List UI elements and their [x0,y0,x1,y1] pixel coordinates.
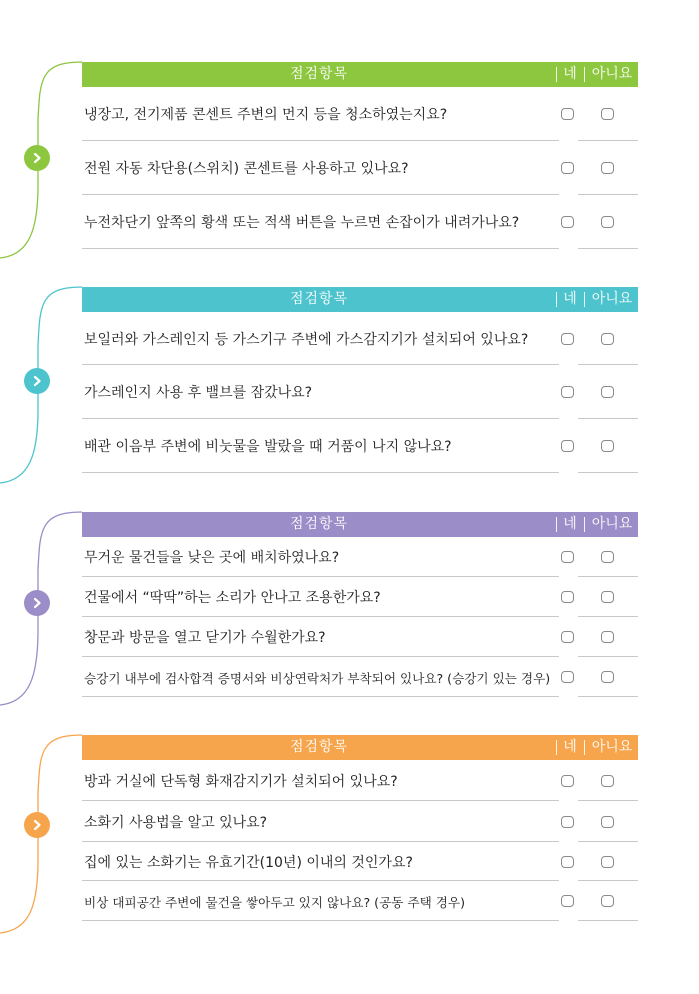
header-no-label: 아니요 [591,516,633,532]
checklist-header [82,735,638,760]
question-text: 집에 있는 소화기는 유효기간(10년) 이내의 것인가요? [84,854,413,871]
question-text: 승강기 내부에 검사합격 증명서와 비상연락처가 부착되어 있나요? (승강기 있는 경우) [84,670,551,686]
header-yes-label: 네 [563,66,577,82]
row-divider [578,920,638,921]
header-divider [556,740,557,755]
yes-checkbox[interactable] [561,816,574,828]
header-yes-label: 네 [563,291,577,307]
question-text: 소화기 사용법을 알고 있나요? [84,814,268,831]
question-text: 건물에서 “딱딱”하는 소리가 안나고 조용한가요? [84,590,381,606]
header-title: 점검항목 [289,739,349,755]
checklist-row [82,881,638,921]
header-yes-label: 네 [563,739,577,755]
no-checkbox[interactable] [601,816,614,828]
header-no-label: 아니요 [591,66,633,82]
no-checkbox[interactable] [601,856,614,868]
yes-checkbox[interactable] [561,856,574,868]
question-text: 배관 이음부 주변에 비눗물을 발랐을 때 거품이 나지 않나요? [84,439,452,455]
question-text: 창문과 방문을 열고 닫기가 수월한가요? [84,630,326,646]
no-checkbox[interactable] [601,895,614,907]
chevron-right-icon [24,812,50,838]
no-checkbox[interactable] [601,775,614,787]
row-divider [82,920,559,921]
header-title: 점검항목 [289,66,349,82]
yes-checkbox[interactable] [561,895,574,907]
header-no-label: 아니요 [591,291,633,307]
header-title: 점검항목 [289,516,349,532]
checklist-row [82,842,638,881]
question-text: 방과 거실에 단독형 화재감지기가 설치되어 있나요? [84,773,398,790]
header-divider [584,740,585,755]
question-text: 비상 대피공간 주변에 물건을 쌓아두고 있지 않나요? (공동 주택 경우) [84,894,466,910]
checklist-row [82,801,638,842]
checklist-row [82,760,638,801]
header-title: 점검항목 [289,291,349,307]
header-yes-label: 네 [563,516,577,532]
question-text: 가스레인지 사용 후 밸브를 잠갔나요? [84,385,313,401]
question-text: 무거운 물건들을 낮은 곳에 배치하였나요? [84,550,340,566]
question-text: 냉장고, 전기제품 콘센트 주변의 먼지 등을 청소하였는지요? [84,107,448,123]
question-text: 보일러와 가스레인지 등 가스기구 주변에 가스감지기가 설치되어 있나요? [84,331,529,348]
header-no-label: 아니요 [591,739,633,755]
question-text: 누전차단기 앞쪽의 황색 또는 적색 버튼을 누르면 손잡이가 내려가나요? [84,215,520,231]
yes-checkbox[interactable] [561,775,574,787]
question-text: 전원 자동 차단용(스위치) 콘센트를 사용하고 있나요? [84,161,409,177]
